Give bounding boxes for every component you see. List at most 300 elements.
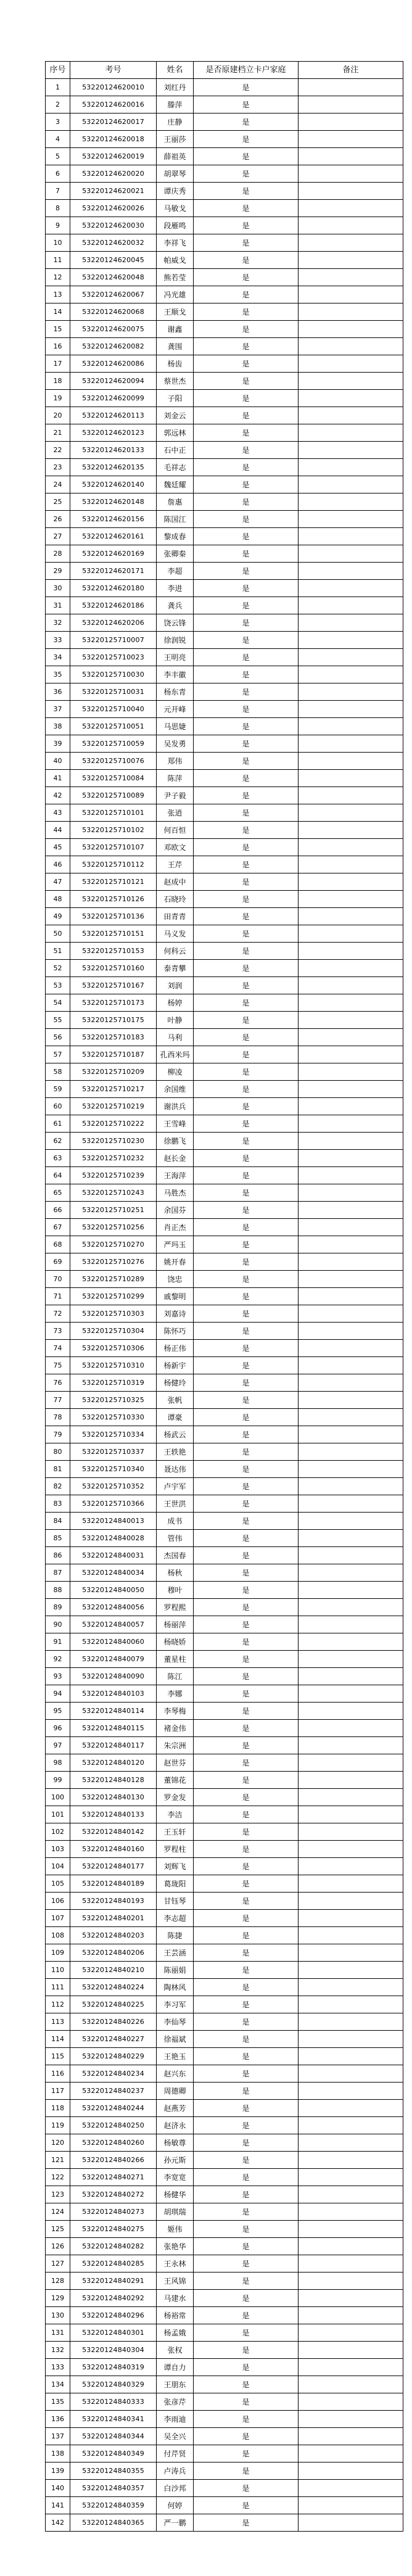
cell-name: 成书 [157,1513,194,1530]
cell-name: 王雪峰 [157,1115,194,1133]
cell-poverty-household: 是 [194,2359,299,2376]
header-remarks: 备注 [299,62,403,79]
table-row [46,1633,403,1651]
cell-poverty-household: 是 [194,1996,299,2013]
cell-poverty-household: 是 [194,1012,299,1029]
cell-name: 龚兵 [157,597,194,614]
cell-remarks [299,891,403,908]
cell-index: 20 [46,407,70,424]
table-row [46,148,403,165]
table-row [46,338,403,355]
cell-poverty-household: 是 [194,1443,299,1461]
cell-poverty-household: 是 [194,822,299,839]
table-row [46,165,403,183]
cell-index: 82 [46,1478,70,1495]
cell-name: 陈江 [157,1668,194,1685]
table-row [46,1806,403,1823]
cell-index: 70 [46,1271,70,1288]
cell-poverty-household: 是 [194,252,299,269]
table-row [46,908,403,925]
cell-index: 123 [46,2186,70,2203]
table-row [46,79,403,96]
table-row [46,545,403,563]
cell-name: 赵世芬 [157,1754,194,1772]
cell-name: 胡翠琴 [157,165,194,183]
cell-remarks [299,1893,403,1910]
cell-remarks [299,1875,403,1893]
cell-exam-number: 53220124840282 [70,2238,157,2255]
cell-name: 李娜 [157,1685,194,1703]
cell-remarks [299,1305,403,1323]
table-row [46,1823,403,1841]
cell-index: 37 [46,701,70,718]
cell-remarks [299,1806,403,1823]
cell-index: 14 [46,303,70,321]
table-row [46,1754,403,1772]
cell-exam-number: 53220125710256 [70,1219,157,1236]
cell-exam-number: 53220124840206 [70,1944,157,1962]
cell-poverty-household: 是 [194,459,299,476]
cell-remarks [299,131,403,148]
cell-poverty-household: 是 [194,1271,299,1288]
cell-remarks [299,355,403,373]
cell-poverty-household: 是 [194,407,299,424]
cell-name: 赵济永 [157,2117,194,2134]
cell-exam-number: 53220124840357 [70,2480,157,2497]
cell-poverty-household: 是 [194,908,299,925]
table-row [46,1582,403,1599]
table-row [46,1357,403,1374]
cell-index: 137 [46,2428,70,2445]
cell-index: 135 [46,2393,70,2411]
cell-index: 8 [46,200,70,217]
cell-remarks [299,1513,403,1530]
table-row [46,252,403,269]
header-index: 序号 [46,62,70,79]
cell-remarks [299,943,403,960]
cell-exam-number: 53220124840060 [70,1633,157,1651]
table-row [46,563,403,580]
cell-index: 65 [46,1184,70,1202]
table-row [46,2411,403,2428]
cell-exam-number: 53220125710160 [70,960,157,977]
cell-remarks [299,1547,403,1564]
cell-name: 马思婕 [157,718,194,735]
cell-remarks [299,1012,403,1029]
table-row [46,1409,403,1426]
cell-name: 张彦芹 [157,2393,194,2411]
cell-poverty-household: 是 [194,2100,299,2117]
cell-poverty-household: 是 [194,632,299,649]
cell-exam-number: 53220125710059 [70,735,157,753]
cell-name: 邓欧文 [157,839,194,856]
cell-name: 余国维 [157,1081,194,1098]
cell-index: 104 [46,1858,70,1875]
cell-name: 吴发勇 [157,735,194,753]
table-row [46,1737,403,1754]
table-row [46,1616,403,1633]
cell-remarks [299,1202,403,1219]
cell-name: 谭庆秀 [157,183,194,200]
cell-remarks [299,1996,403,2013]
cell-remarks [299,632,403,649]
cell-name: 徐鹏飞 [157,1133,194,1150]
cell-poverty-household: 是 [194,528,299,545]
cell-exam-number: 53220124840344 [70,2428,157,2445]
cell-name: 朱宗洲 [157,1737,194,1754]
cell-index: 126 [46,2238,70,2255]
cell-exam-number: 53220124840177 [70,1858,157,1875]
cell-name: 杨齿 [157,355,194,373]
cell-poverty-household: 是 [194,1979,299,1996]
cell-name: 杨敏尊 [157,2134,194,2152]
cell-exam-number: 53220125710173 [70,994,157,1012]
cell-index: 113 [46,2013,70,2031]
cell-poverty-household: 是 [194,787,299,804]
table-row [46,787,403,804]
cell-poverty-household: 是 [194,545,299,563]
cell-poverty-household: 是 [194,1115,299,1133]
table-row [46,1772,403,1789]
cell-name: 李进 [157,580,194,597]
cell-remarks [299,528,403,545]
table-row [46,1150,403,1167]
table-row [46,355,403,373]
cell-remarks [299,338,403,355]
cell-index: 108 [46,1927,70,1944]
table-row [46,666,403,683]
cell-remarks [299,822,403,839]
cell-poverty-household: 是 [194,2445,299,2462]
table-row [46,442,403,459]
cell-index: 106 [46,1893,70,1910]
cell-exam-number: 53220124840224 [70,1979,157,1996]
cell-exam-number: 53220124840234 [70,2065,157,2083]
cell-exam-number: 53220124840090 [70,1668,157,1685]
document-sheet [45,61,403,2532]
table-row [46,1651,403,1668]
cell-index: 130 [46,2307,70,2324]
cell-index: 83 [46,1495,70,1513]
cell-name: 詹惠 [157,493,194,511]
table-row [46,873,403,891]
cell-remarks [299,1184,403,1202]
cell-poverty-household: 是 [194,1893,299,1910]
cell-poverty-household: 是 [194,960,299,977]
cell-index: 49 [46,908,70,925]
table-row [46,2031,403,2048]
cell-poverty-household: 是 [194,1547,299,1564]
cell-name: 白沙邦 [157,2480,194,2497]
cell-name: 滕萍 [157,96,194,114]
cell-poverty-household: 是 [194,390,299,407]
cell-exam-number: 53220124840189 [70,1875,157,1893]
cell-index: 1 [46,79,70,96]
cell-index: 112 [46,1996,70,2013]
table-row [46,476,403,493]
cell-remarks [299,735,403,753]
cell-index: 32 [46,614,70,632]
cell-index: 115 [46,2048,70,2065]
cell-poverty-household: 是 [194,2273,299,2290]
cell-remarks [299,925,403,943]
cell-name: 杨东青 [157,683,194,701]
cell-poverty-household: 是 [194,1495,299,1513]
cell-name: 庄静 [157,114,194,131]
cell-name: 王玉轩 [157,1823,194,1841]
cell-index: 110 [46,1962,70,1979]
cell-poverty-household: 是 [194,873,299,891]
cell-remarks [299,2514,403,2532]
cell-exam-number: 53220124840341 [70,2411,157,2428]
cell-index: 39 [46,735,70,753]
cell-exam-number: 53220125710151 [70,925,157,943]
table-row [46,2065,403,2083]
cell-exam-number: 53220124840128 [70,1772,157,1789]
table-row [46,977,403,994]
cell-exam-number: 53220124620180 [70,580,157,597]
cell-poverty-household: 是 [194,2428,299,2445]
table-row [46,1979,403,1996]
cell-name: 陈国江 [157,511,194,528]
table-row [46,2221,403,2238]
cell-remarks [299,2273,403,2290]
cell-poverty-household: 是 [194,2065,299,2083]
cell-exam-number: 53220124620075 [70,321,157,338]
cell-name: 李习军 [157,1996,194,2013]
cell-poverty-household: 是 [194,1564,299,1582]
table-row [46,2497,403,2514]
cell-index: 91 [46,1633,70,1651]
cell-remarks [299,1720,403,1737]
cell-name: 郭远林 [157,424,194,442]
cell-poverty-household: 是 [194,1426,299,1443]
cell-name: 李志超 [157,1910,194,1927]
cell-remarks [299,2307,403,2324]
cell-name: 饶云锋 [157,614,194,632]
cell-exam-number: 53220124840079 [70,1651,157,1668]
cell-remarks [299,1582,403,1599]
cell-poverty-household: 是 [194,1202,299,1219]
cell-remarks [299,1478,403,1495]
cell-name: 杨孟娥 [157,2324,194,2342]
cell-remarks [299,2376,403,2393]
cell-index: 12 [46,269,70,286]
table-row [46,614,403,632]
cell-name: 王永林 [157,2255,194,2273]
cell-index: 142 [46,2514,70,2532]
cell-poverty-household: 是 [194,2048,299,2065]
cell-name: 尹子毅 [157,787,194,804]
cell-name: 赵长金 [157,1150,194,1167]
cell-exam-number: 53220124840319 [70,2359,157,2376]
cell-name: 王海萍 [157,1167,194,1184]
cell-remarks [299,1253,403,1271]
cell-name: 付芹贤 [157,2445,194,2462]
cell-name: 谭豪 [157,1409,194,1426]
table-row [46,822,403,839]
cell-name: 子阳 [157,390,194,407]
cell-poverty-household: 是 [194,1098,299,1115]
cell-exam-number: 53220124620161 [70,528,157,545]
cell-exam-number: 53220124620123 [70,424,157,442]
cell-poverty-household: 是 [194,442,299,459]
cell-poverty-household: 是 [194,770,299,787]
cell-index: 15 [46,321,70,338]
cell-exam-number: 53220124840028 [70,1530,157,1547]
cell-name: 杨婷 [157,994,194,1012]
table-row [46,1685,403,1703]
cell-exam-number: 53220125710167 [70,977,157,994]
cell-index: 93 [46,1668,70,1685]
cell-index: 140 [46,2480,70,2497]
cell-name: 刘金云 [157,407,194,424]
cell-exam-number: 53220124840329 [70,2376,157,2393]
cell-exam-number: 53220125710209 [70,1063,157,1081]
cell-name: 何百恒 [157,822,194,839]
cell-name: 罗程柱 [157,1841,194,1858]
cell-poverty-household: 是 [194,1046,299,1063]
cell-remarks [299,701,403,718]
cell-index: 103 [46,1841,70,1858]
cell-name: 李超 [157,563,194,580]
cell-poverty-household: 是 [194,2255,299,2273]
cell-name: 魏廷耀 [157,476,194,493]
table-row [46,1841,403,1858]
cell-name: 杨秋 [157,1564,194,1582]
cell-exam-number: 53220124620169 [70,545,157,563]
table-row [46,1927,403,1944]
cell-remarks [299,2203,403,2221]
cell-name: 蔡世杰 [157,373,194,390]
cell-index: 67 [46,1219,70,1236]
cell-index: 3 [46,114,70,131]
cell-exam-number: 53220124620030 [70,217,157,234]
cell-name: 杨正伟 [157,1340,194,1357]
cell-name: 孔西米玛 [157,1046,194,1063]
cell-exam-number: 53220124620099 [70,390,157,407]
cell-exam-number: 53220124620113 [70,407,157,424]
table-row [46,2428,403,2445]
cell-exam-number: 53220124620020 [70,165,157,183]
cell-poverty-household: 是 [194,1875,299,1893]
table-row [46,1167,403,1184]
cell-index: 94 [46,1685,70,1703]
cell-poverty-household: 是 [194,1668,299,1685]
cell-name: 董锦花 [157,1772,194,1789]
cell-name: 刘红丹 [157,79,194,96]
cell-remarks [299,2013,403,2031]
cell-exam-number: 53220124840237 [70,2083,157,2100]
cell-exam-number: 53220124620010 [70,79,157,96]
cell-remarks [299,407,403,424]
cell-poverty-household: 是 [194,1633,299,1651]
cell-name: 李宽宽 [157,2169,194,2186]
cell-exam-number: 53220125710251 [70,1202,157,1219]
cell-poverty-household: 是 [194,2307,299,2324]
table-row [46,1133,403,1150]
cell-index: 105 [46,1875,70,1893]
cell-name: 刘辉飞 [157,1858,194,1875]
cell-remarks [299,1133,403,1150]
cell-exam-number: 53220124840160 [70,1841,157,1858]
cell-remarks [299,2255,403,2273]
cell-poverty-household: 是 [194,1530,299,1547]
cell-name: 赵兴东 [157,2065,194,2083]
cell-name: 王风锦 [157,2273,194,2290]
cell-remarks [299,1651,403,1668]
cell-index: 27 [46,528,70,545]
cell-remarks [299,1979,403,1996]
cell-index: 31 [46,597,70,614]
cell-remarks [299,2031,403,2048]
cell-name: 褚金伟 [157,1720,194,1737]
cell-index: 2 [46,96,70,114]
cell-poverty-household: 是 [194,597,299,614]
cell-poverty-household: 是 [194,943,299,960]
cell-exam-number: 53220124620019 [70,148,157,165]
cell-remarks [299,2134,403,2152]
cell-remarks [299,856,403,873]
cell-remarks [299,2290,403,2307]
cell-name: 穆叶 [157,1582,194,1599]
table-row [46,1426,403,1443]
table-row [46,804,403,822]
table-row [46,1944,403,1962]
cell-poverty-household: 是 [194,2152,299,2169]
table-row [46,2342,403,2359]
table-row [46,2152,403,2169]
table-row [46,2273,403,2290]
cell-remarks [299,114,403,131]
cell-remarks [299,1858,403,1875]
cell-index: 117 [46,2083,70,2100]
cell-exam-number: 53220125710107 [70,839,157,856]
cell-index: 35 [46,666,70,683]
cell-remarks [299,1063,403,1081]
table-row [46,1063,403,1081]
cell-exam-number: 53220124840013 [70,1513,157,1530]
table-row [46,96,403,114]
cell-index: 22 [46,442,70,459]
table-row [46,2359,403,2376]
cell-remarks [299,2100,403,2117]
cell-poverty-household: 是 [194,839,299,856]
cell-name: 吴全兴 [157,2428,194,2445]
cell-remarks [299,1150,403,1167]
table-row [46,2238,403,2255]
cell-poverty-household: 是 [194,1651,299,1668]
cell-exam-number: 53220124620017 [70,114,157,131]
cell-exam-number: 53220125710040 [70,701,157,718]
cell-exam-number: 53220125710030 [70,666,157,683]
cell-name: 李祥飞 [157,234,194,252]
cell-poverty-household: 是 [194,114,299,131]
cell-name: 徐福斌 [157,2031,194,2048]
cell-poverty-household: 是 [194,2031,299,2048]
cell-poverty-household: 是 [194,2393,299,2411]
cell-remarks [299,1219,403,1236]
table-row [46,718,403,735]
cell-exam-number: 53220124840273 [70,2203,157,2221]
table-row [46,632,403,649]
cell-remarks [299,1340,403,1357]
cell-poverty-household: 是 [194,131,299,148]
cell-name: 余国芬 [157,1202,194,1219]
table-row [46,1443,403,1461]
table-row [46,1720,403,1737]
cell-name: 冯光雄 [157,286,194,303]
